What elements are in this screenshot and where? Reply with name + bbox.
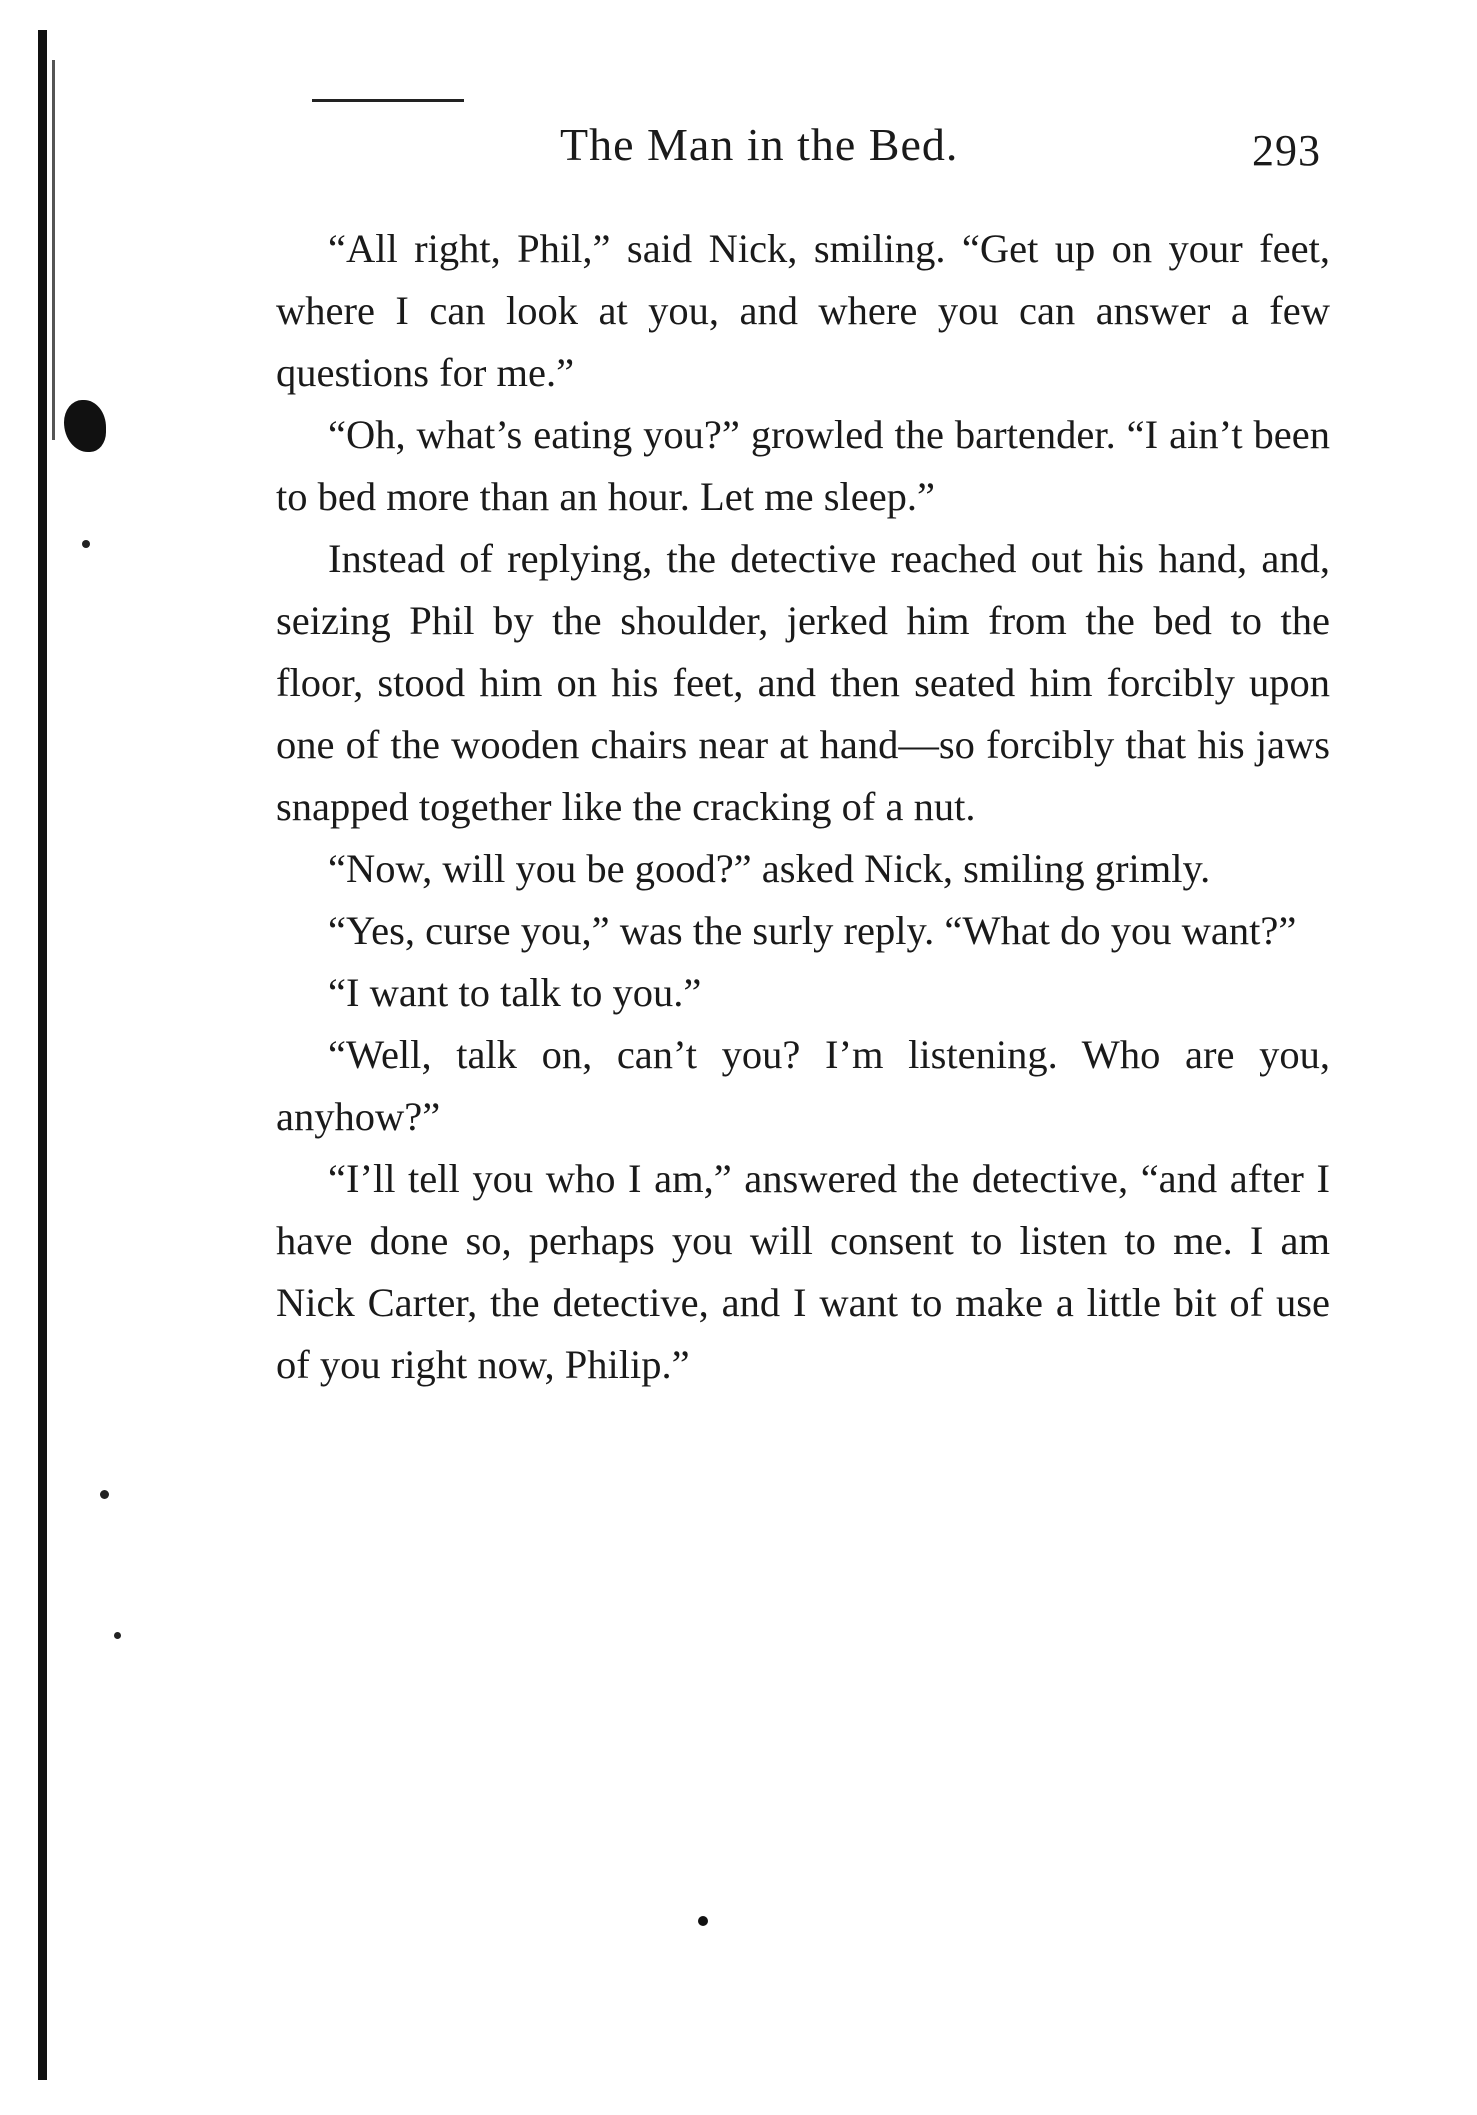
page-binding-shadow xyxy=(52,60,55,440)
paragraph: “Yes, curse you,” was the surly reply. “What do you want?” xyxy=(328,908,1297,953)
page-number: 293 xyxy=(1252,126,1321,175)
ink-blot-mark xyxy=(64,400,106,452)
body-text xyxy=(276,218,1330,1396)
paragraph: “Now, will you be good?” asked Nick, smiling grimly. xyxy=(328,846,1211,891)
paragraph: “I want to talk to you.” xyxy=(328,970,702,1015)
printer-dot xyxy=(698,1916,708,1926)
paragraph: “Oh, what’s eating you?” growled the bartender. “I ain’t been to bed more than an hour. Let me sleep.” xyxy=(276,412,1330,519)
paragraph: “Well, talk on, can’t you? I’m listening. Who are you, anyhow?” xyxy=(276,1032,1330,1139)
margin-speck xyxy=(114,1632,121,1639)
margin-speck xyxy=(82,540,90,548)
header-rule xyxy=(312,99,464,102)
paragraph: “I’ll tell you who I am,” answered the detective, “and after I have done so, perhaps you will consent to listen to me. I am Nick Carter, the detective, and I want to make a little bit of use of you right now, Philip.” xyxy=(276,1156,1330,1387)
paragraph: “All right, Phil,” said Nick, smiling. “Get up on your feet, where I can look at you, and where you can answer a few questions for me.” xyxy=(276,226,1330,395)
paragraph: Instead of replying, the detective reached out his hand, and, seizing Phil by the shoulder, jerked him from the bed to the floor, stood him on his feet, and then seated him forcibly upon one of the wooden chairs near at hand—so forcibly that his jaws snapped together like the cracking of a nut. xyxy=(276,536,1330,829)
page-binding-edge xyxy=(38,30,47,2080)
running-title: The Man in the Bed. xyxy=(560,119,959,170)
margin-speck xyxy=(100,1490,109,1499)
